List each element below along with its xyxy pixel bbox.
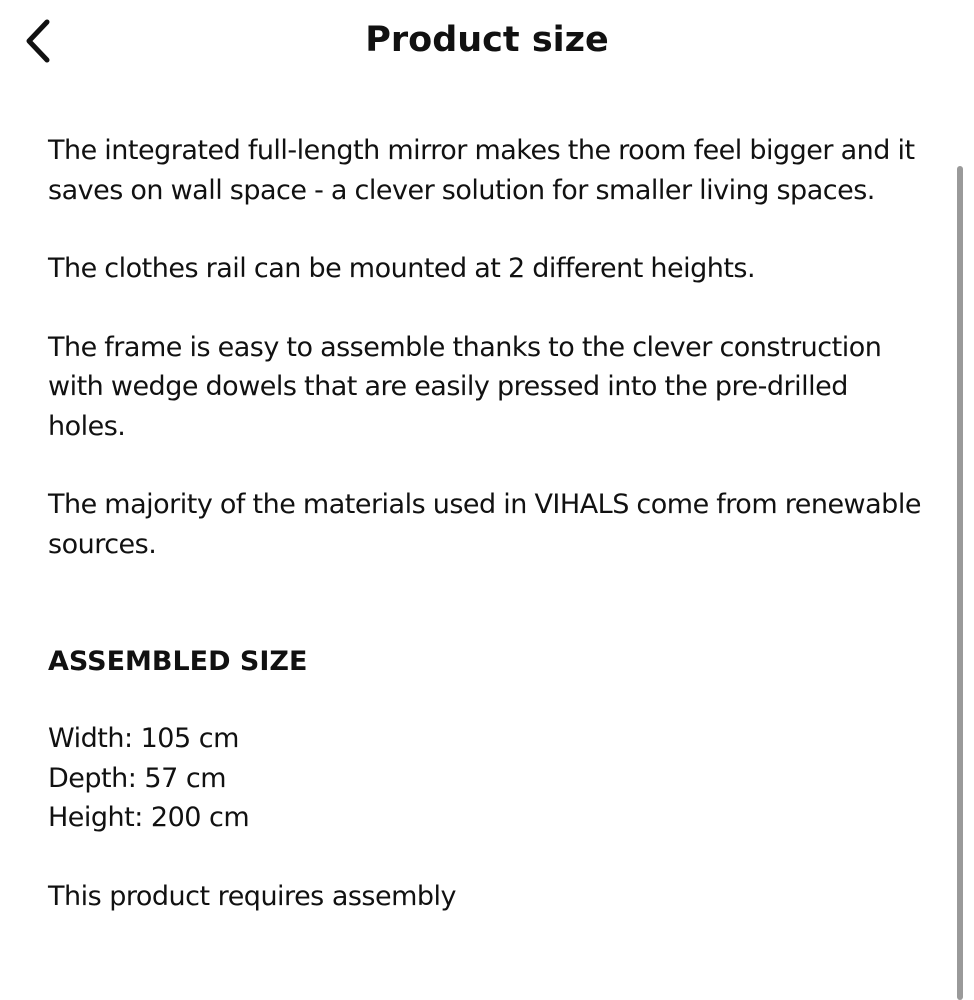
scrollbar[interactable]: [957, 166, 965, 1000]
product-size-content: [48, 131, 928, 916]
description-paragraph-frame: The frame is easy to assemble thanks to the clever construction with wedge dowels that are easily pressed into the pre-drilled holes.: [48, 331, 882, 442]
scrollbar-thumb[interactable]: [957, 166, 963, 1000]
assembly-note: This product requires assembly: [48, 880, 457, 912]
width-value: Width: 105 cm: [48, 723, 239, 754]
depth-value: Depth: 57 cm: [48, 762, 227, 794]
dimensions-list: [48, 719, 928, 838]
description-paragraph-materials: The majority of the materials used in VIHALS come from renewable sources.: [48, 489, 921, 560]
assembled-size-heading: ASSEMBLED SIZE: [48, 646, 308, 677]
header-bar: [0, 0, 974, 84]
description-paragraph-mirror: The integrated full-length mirror makes the room feel bigger and it saves on wall space - a clever solution for smaller living spaces.: [48, 135, 915, 206]
description-paragraph-clothes-rail: The clothes rail can be mounted at 2 different heights.: [48, 253, 756, 284]
page-title: Product size: [365, 20, 609, 60]
height-value: Height: 200 cm: [48, 802, 250, 833]
